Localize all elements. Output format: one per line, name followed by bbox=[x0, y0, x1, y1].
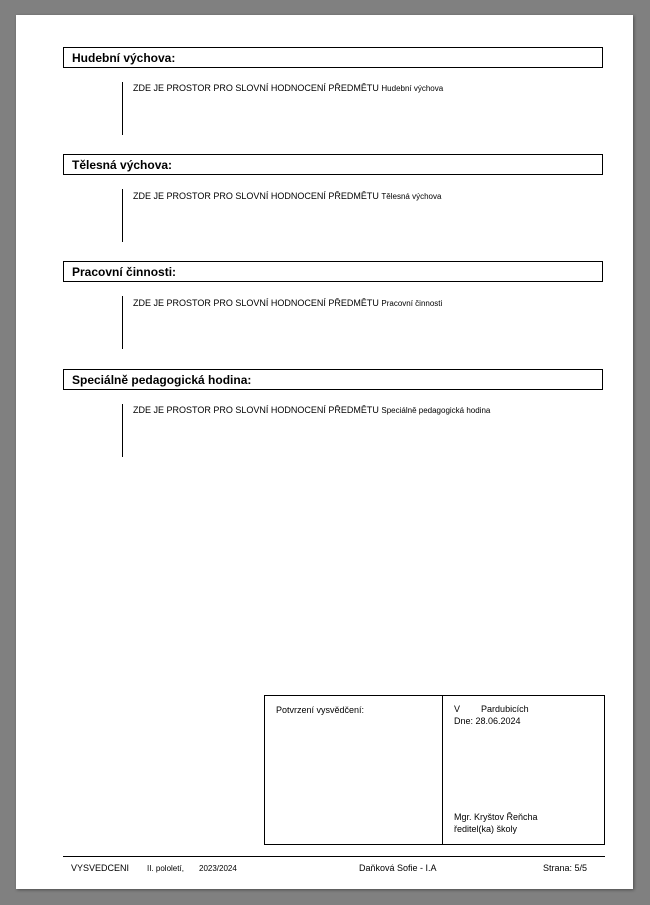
section-divider-line bbox=[122, 404, 123, 457]
confirmation-label: Potvrzení vysvědčení: bbox=[276, 705, 365, 715]
evaluation-text bbox=[133, 298, 442, 308]
document-page bbox=[16, 15, 633, 889]
footer-doc-name: VYSVEDCENI bbox=[71, 863, 130, 873]
evaluation-placeholder: ZDE JE PROSTOR PRO SLOVNÍ HODNOCENÍ PŘEDMĚTU bbox=[133, 405, 379, 415]
signatory-name: Mgr. Kryštov Řeňcha bbox=[454, 812, 538, 822]
footer-student: Daňková Sofie - I.A bbox=[359, 863, 437, 873]
confirmation-box bbox=[264, 695, 605, 845]
evaluation-subject: Tělesná výchova bbox=[381, 192, 442, 201]
section-divider-line bbox=[122, 82, 123, 135]
evaluation-text bbox=[133, 83, 443, 93]
footer-year: 2023/2024 bbox=[199, 864, 237, 873]
place-name: Pardubicích bbox=[481, 704, 529, 714]
evaluation-subject: Pracovní činnosti bbox=[381, 299, 443, 308]
footer-term: II. pololetí, bbox=[147, 864, 184, 873]
evaluation-text bbox=[133, 405, 490, 415]
section-header-pracovni-cinnosti: Pracovní činnosti: bbox=[63, 261, 603, 282]
section-header-specialne-pedagogicka-hodina: Speciálně pedagogická hodina: bbox=[63, 369, 603, 390]
evaluation-placeholder: ZDE JE PROSTOR PRO SLOVNÍ HODNOCENÍ PŘEDMĚTU bbox=[133, 83, 379, 93]
section-divider-line bbox=[122, 189, 123, 242]
evaluation-placeholder: ZDE JE PROSTOR PRO SLOVNÍ HODNOCENÍ PŘEDMĚTU bbox=[133, 298, 379, 308]
place-prefix: V bbox=[454, 704, 461, 714]
footer-page-number: Strana: 5/5 bbox=[543, 863, 588, 873]
evaluation-subject: Speciálně pedagogická hodina bbox=[381, 406, 491, 415]
place-line bbox=[454, 704, 529, 714]
evaluation-subject: Hudební výchova bbox=[381, 84, 444, 93]
confirmation-divider bbox=[442, 696, 443, 844]
section-divider-line bbox=[122, 296, 123, 349]
evaluation-placeholder: ZDE JE PROSTOR PRO SLOVNÍ HODNOCENÍ PŘEDMĚTU bbox=[133, 191, 379, 201]
section-header-telesna-vychova: Tělesná výchova: bbox=[63, 154, 603, 175]
issue-date: Dne: 28.06.2024 bbox=[454, 716, 521, 726]
footer-rule bbox=[63, 856, 605, 857]
evaluation-text bbox=[133, 191, 441, 201]
signatory-role: ředitel(ka) školy bbox=[454, 824, 518, 834]
section-header-hudebni-vychova: Hudební výchova: bbox=[63, 47, 603, 68]
